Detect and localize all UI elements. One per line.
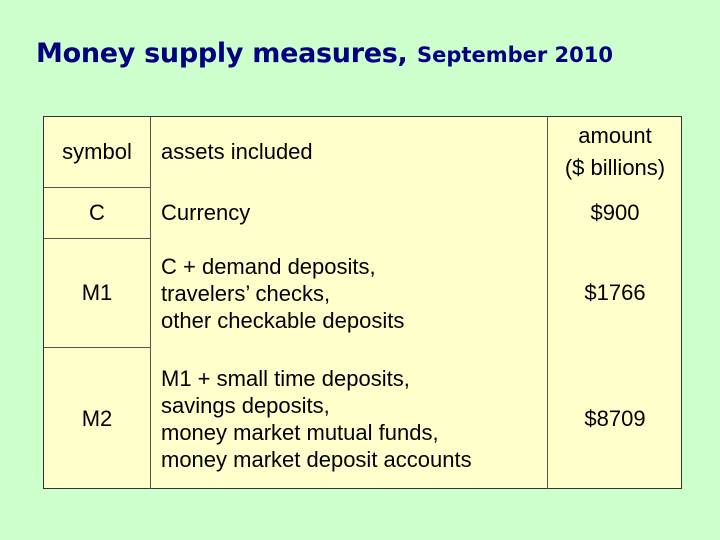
amount-value: $8709: [584, 405, 646, 431]
header-symbol: [44, 117, 150, 187]
header-assets: [151, 117, 547, 187]
header-symbol-label: symbol: [62, 139, 132, 164]
title-subtitle: September 2010: [417, 43, 613, 67]
row-m1-assets: [151, 239, 547, 347]
assets-line: C + demand deposits,: [161, 253, 376, 279]
header-assets-label: assets included: [161, 139, 313, 164]
row-c-symbol: [44, 188, 150, 238]
assets-line: money market mutual funds,: [161, 419, 439, 445]
row-m1-amount: [548, 239, 682, 347]
amount-value: $1766: [584, 280, 646, 305]
money-supply-table: [43, 116, 682, 489]
row-c-assets: [151, 188, 547, 238]
assets-line: M1 + small time deposits,: [161, 365, 410, 391]
header-amount: [548, 117, 682, 187]
title-main: Money supply measures,: [36, 38, 408, 69]
header-amount-line2: ($ billions): [564, 155, 666, 180]
symbol-label: M1: [81, 280, 113, 305]
header-amount-line1: amount: [578, 123, 652, 148]
symbol-label: C: [89, 200, 105, 225]
row-m1-symbol: [44, 239, 150, 347]
row-m2-amount: [548, 348, 682, 489]
assets-line: savings deposits,: [161, 392, 330, 418]
symbol-label: M2: [81, 405, 113, 431]
assets-line: money market deposit accounts: [161, 446, 472, 472]
slide-title: [36, 38, 613, 69]
row-c-amount: [548, 188, 682, 238]
assets-line: Currency: [161, 200, 251, 225]
amount-value: $900: [590, 200, 640, 225]
assets-line: travelers’ checks,: [161, 280, 331, 306]
row-m2-symbol: [44, 348, 150, 489]
assets-line: other checkable deposits: [161, 307, 405, 333]
row-m2-assets: [151, 348, 547, 489]
